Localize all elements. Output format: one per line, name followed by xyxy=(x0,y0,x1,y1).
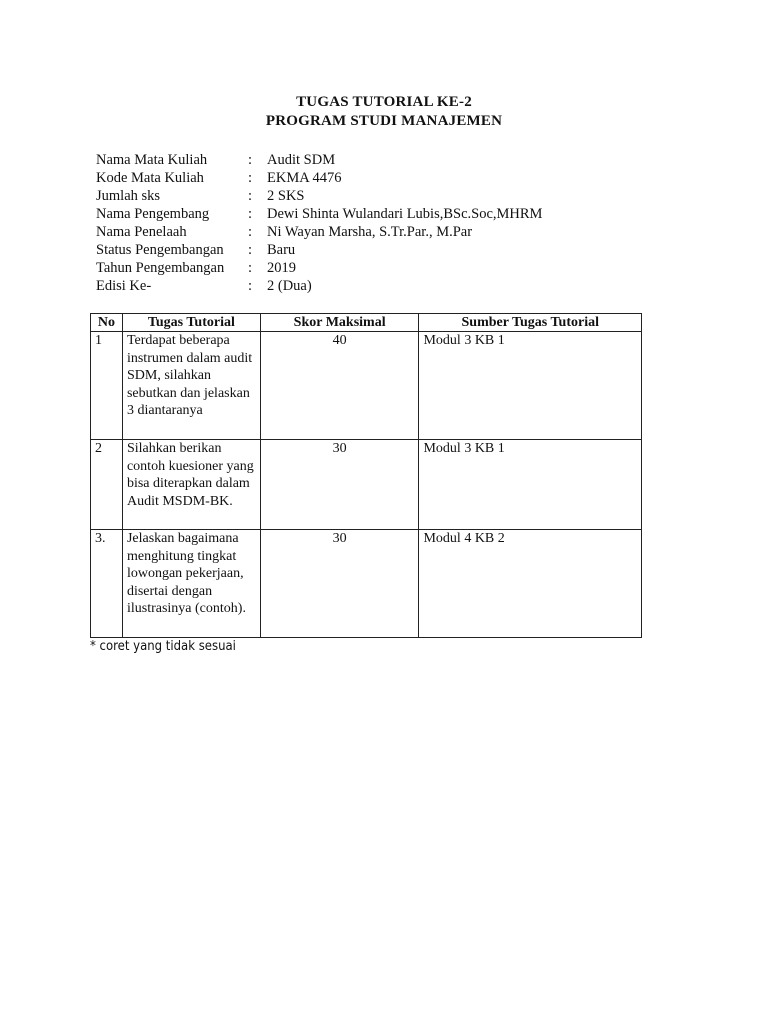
cell-no: 2 xyxy=(91,440,123,530)
table-row xyxy=(91,530,642,638)
document-subtitle: PROGRAM STUDI MANAJEMEN xyxy=(265,113,503,129)
info-label: Nama Pengembang xyxy=(96,206,210,222)
table-row xyxy=(91,332,642,440)
info-value: Baru xyxy=(267,242,296,258)
cell-no: 1 xyxy=(91,332,123,440)
info-separator: : xyxy=(248,224,253,240)
cell-score: 30 xyxy=(260,530,419,638)
cell-score: 30 xyxy=(260,440,419,530)
info-label: Edisi Ke- xyxy=(96,278,152,294)
info-value: 2 SKS xyxy=(267,188,305,204)
cell-no: 3. xyxy=(91,530,123,638)
info-separator: : xyxy=(248,170,253,186)
table-row xyxy=(91,440,642,530)
cell-task: Jelaskan bagaimana menghitung tingkat lowongan pekerjaan, disertai dengan ilustrasinya (contoh). xyxy=(122,530,260,638)
info-separator: : xyxy=(248,188,253,204)
info-label: Nama Penelaah xyxy=(96,224,187,240)
column-header-task: Tugas Tutorial xyxy=(122,314,260,332)
info-value: Dewi Shinta Wulandari Lubis,BSc.Soc,MHRM xyxy=(267,206,543,222)
column-header-source: Sumber Tugas Tutorial xyxy=(419,314,642,332)
info-separator: : xyxy=(248,278,253,294)
footnote: * coret yang tidak sesuai xyxy=(90,639,236,654)
info-label: Jumlah sks xyxy=(96,188,161,204)
info-label: Status Pengembangan xyxy=(96,242,224,258)
info-separator: : xyxy=(248,152,253,168)
info-label: Nama Mata Kuliah xyxy=(96,152,208,168)
info-label: Kode Mata Kuliah xyxy=(96,170,204,186)
cell-source: Modul 3 KB 1 xyxy=(419,440,642,530)
column-header-max-score: Skor Maksimal xyxy=(260,314,419,332)
info-value: 2019 xyxy=(267,260,296,276)
cell-source: Modul 3 KB 1 xyxy=(419,332,642,440)
info-value: Ni Wayan Marsha, S.Tr.Par., M.Par xyxy=(267,224,473,240)
info-value: 2 (Dua) xyxy=(267,278,312,294)
column-header-no: No xyxy=(91,314,123,332)
cell-source: Modul 4 KB 2 xyxy=(419,530,642,638)
table-header-row xyxy=(91,314,642,332)
tutorial-task-table xyxy=(90,313,642,638)
info-value: EKMA 4476 xyxy=(267,170,342,186)
cell-task: Terdapat beberapa instrumen dalam audit SDM, silahkan sebutkan dan jelaskan 3 diantaranya xyxy=(122,332,260,440)
info-separator: : xyxy=(248,260,253,276)
info-value: Audit SDM xyxy=(267,152,336,168)
document-title: TUGAS TUTORIAL KE-2 xyxy=(296,94,472,110)
info-separator: : xyxy=(248,206,253,222)
cell-task: Silahkan berikan contoh kuesioner yang bisa diterapkan dalam Audit MSDM-BK. xyxy=(122,440,260,530)
info-separator: : xyxy=(248,242,253,258)
info-label: Tahun Pengembangan xyxy=(96,260,225,276)
cell-score: 40 xyxy=(260,332,419,440)
